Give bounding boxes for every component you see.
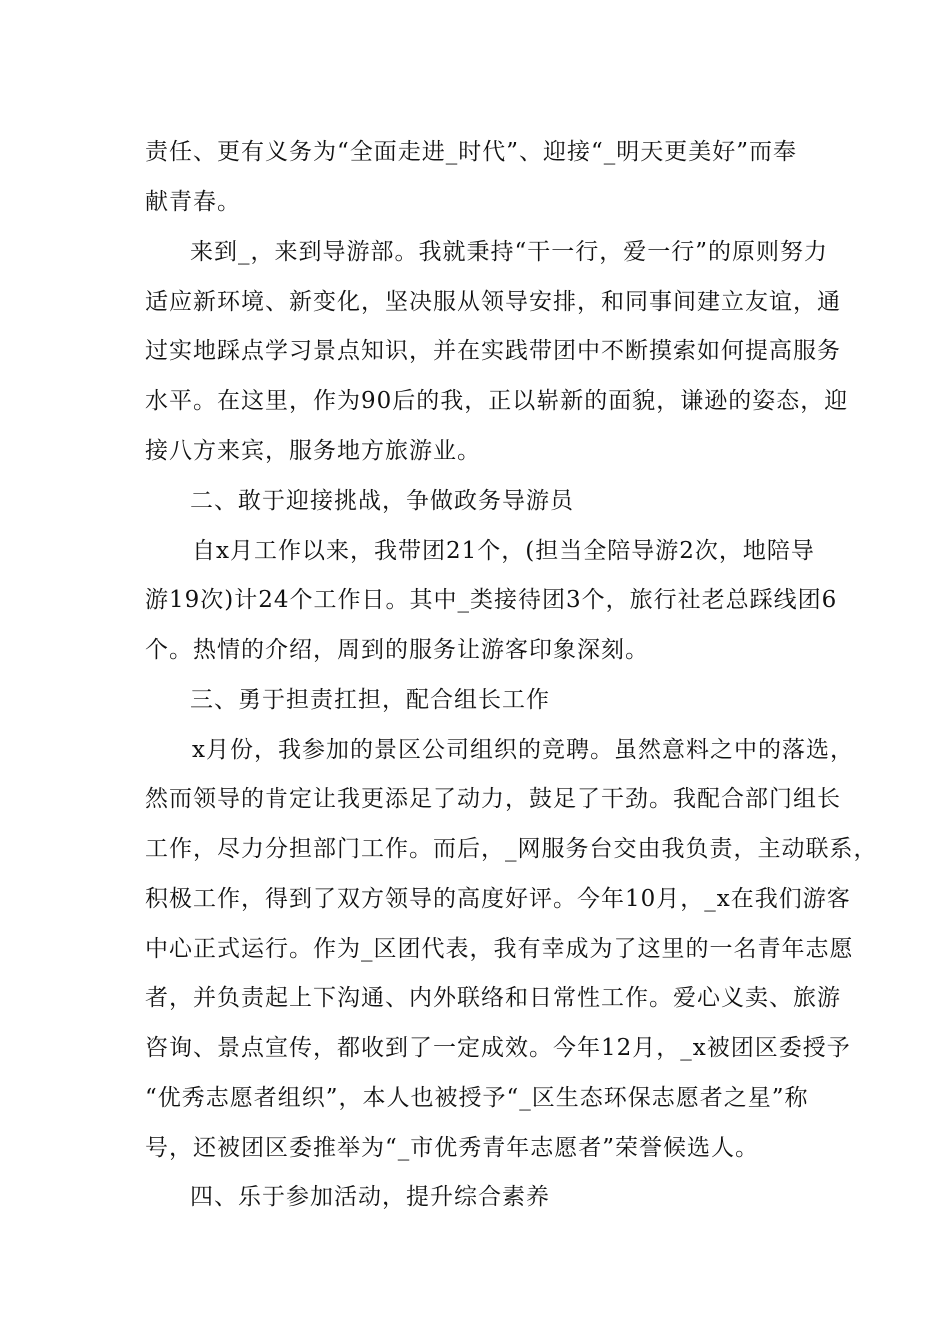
text-line: 来到_，来到导游部。我就秉持“干一行，爱一行”的原则努力 (190, 239, 829, 265)
text-line: x月份，我参加的景区公司组织的竞聘。虽然意料之中的落选， (192, 737, 854, 763)
text-line: 个。热情的介绍，周到的服务让游客印象深刻。 (145, 637, 649, 663)
text-line: 过实地踩点学习景点知识，并在实践带团中不断摸索如何提高服务 (145, 338, 841, 364)
section-heading: 二、敢于迎接挑战，争做政务导游员 (190, 488, 574, 514)
text-line: 责任、更有义务为“全面走进_时代”、迎接“_明天更美好”而奉 (145, 139, 798, 165)
text-line: 中心正式运行。作为_区团代表，我有幸成为了这里的一名青年志愿 (145, 936, 854, 962)
text-line: 游19次)计24个工作日。其中_类接待团3个，旅行社老总踩线团6 (145, 587, 838, 613)
text-line: 接八方来宾，服务地方旅游业。 (145, 438, 481, 464)
text-line: 水平。在这里，作为90后的我，正以崭新的面貌，谦逊的姿态，迎 (145, 388, 849, 414)
text-line: 然而领导的肯定让我更添足了动力，鼓足了干劲。我配合部门组长 (145, 786, 841, 812)
text-line: 献青春。 (145, 189, 241, 215)
section-heading: 三、勇于担责扛担，配合组长工作 (190, 687, 550, 713)
text-line: 积极工作，得到了双方领导的高度好评。今年10月，_x在我们游客 (145, 886, 851, 912)
text-line: 工作，尽力分担部门工作。而后，_网服务台交由我负责，主动联系， (145, 836, 878, 862)
text-line: “优秀志愿者组织”，本人也被授予“_区生态环保志愿者之星”称 (145, 1085, 809, 1111)
text-line: 咨询、景点宣传，都收到了一定成效。今年12月，_x被团区委授予 (145, 1035, 851, 1061)
text-line: 者，并负责起上下沟通、内外联络和日常性工作。爱心义卖、旅游 (145, 985, 841, 1011)
section-heading: 四、乐于参加活动，提升综合素养 (190, 1184, 550, 1210)
text-line: 号，还被团区委推举为“_市优秀青年志愿者”荣誉候选人。 (145, 1135, 760, 1161)
text-line: 适应新环境、新变化，坚决服从领导安排，和同事间建立友谊，通 (145, 289, 841, 315)
text-line: 自x月工作以来，我带团21个，(担当全陪导游2次，地陪导 (192, 538, 815, 564)
